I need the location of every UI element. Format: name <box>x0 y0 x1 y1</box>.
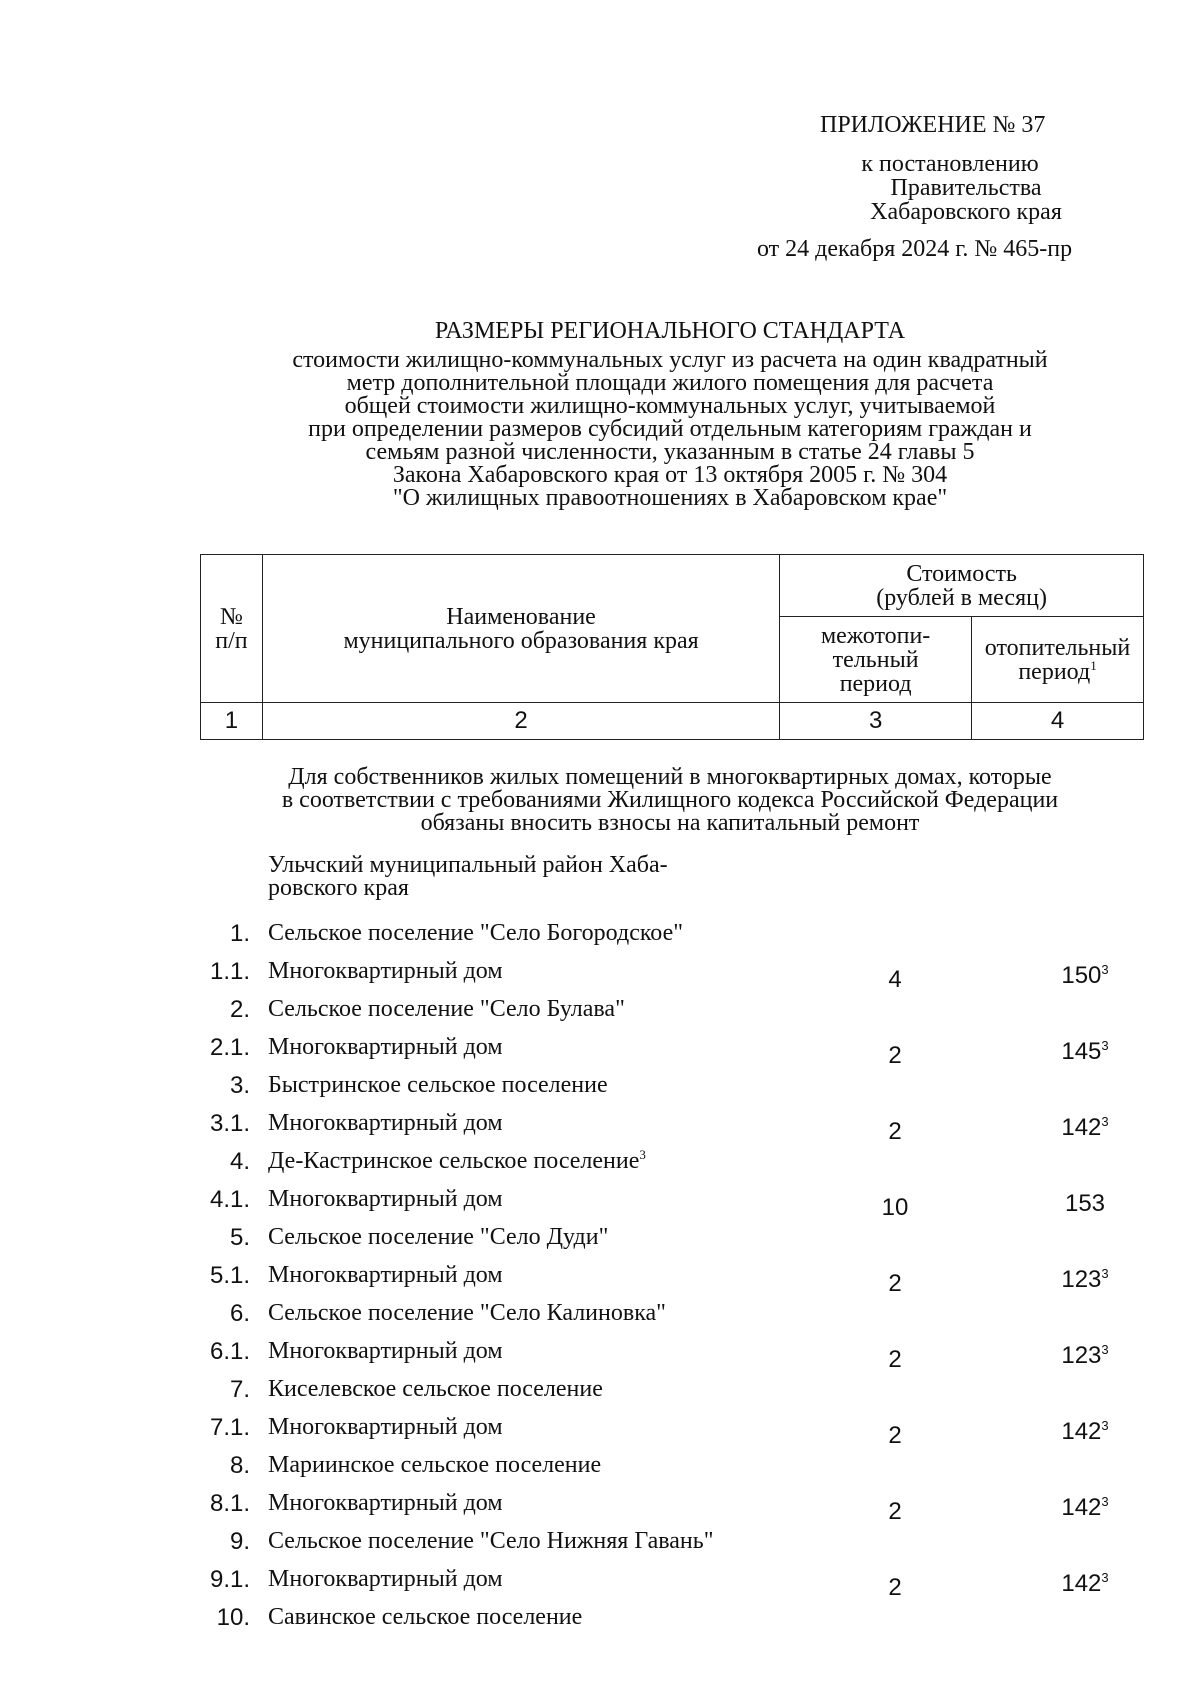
cost-heating <box>1030 1570 1140 1598</box>
row-number: 7. <box>229 1376 250 1403</box>
document-subtitle <box>0 349 1200 510</box>
row-name <box>268 1604 768 1631</box>
cost-heating <box>1030 1266 1140 1294</box>
row-number: 6.1. <box>209 1338 250 1365</box>
row-name-text: Многоквартирный дом <box>268 1186 503 1212</box>
row-number: 5.1. <box>209 1262 250 1289</box>
cost-heating-value: 153 <box>1064 1190 1106 1217</box>
row-name <box>268 1072 768 1099</box>
row-name <box>268 1148 768 1175</box>
row-number: 10. <box>216 1604 250 1631</box>
table-row <box>0 1598 1200 1636</box>
table-row <box>0 1408 1200 1449</box>
row-number: 3.1. <box>209 1110 250 1137</box>
footnote-marker: 3 <box>1101 1342 1109 1357</box>
footnote-marker: 3 <box>1101 1266 1109 1281</box>
cost-interheating: 2 <box>888 1118 902 1145</box>
row-name <box>268 1566 768 1593</box>
header-cost-cell <box>780 555 1144 617</box>
row-name <box>268 1262 768 1289</box>
row-name-text: Многоквартирный дом <box>268 1490 503 1516</box>
cost-heating-value: 150 <box>1061 962 1102 989</box>
row-name-text: Сельское поселение "Село Богородское" <box>268 920 684 946</box>
subtitle-line: общей стоимости жилищно-коммунальных услуг, учитываемой <box>344 393 996 419</box>
table-row <box>0 1028 1200 1069</box>
cost-heating-value: 142 <box>1061 1494 1102 1521</box>
row-name-text: Киселевское сельское поселение <box>268 1376 603 1402</box>
appendix-line-1: к постановлению <box>861 151 1039 177</box>
cost-heating-value: 145 <box>1061 1038 1102 1065</box>
section-line: обязаны вносить взносы на капитальный ремонт <box>420 810 920 836</box>
table-row <box>0 952 1200 993</box>
row-name <box>268 996 768 1023</box>
row-number: 8.1. <box>209 1490 250 1517</box>
row-number: 4. <box>229 1148 250 1175</box>
row-name <box>268 1376 768 1403</box>
cost-heating-value: 123 <box>1061 1342 1102 1369</box>
row-number: 1.1. <box>209 958 250 985</box>
district-name-l2: ровского края <box>268 875 409 901</box>
table-header <box>200 554 1144 740</box>
table-row <box>0 1104 1200 1145</box>
header-name-cell <box>262 555 779 703</box>
row-name-text: Сельское поселение "Село Дуди" <box>268 1224 609 1250</box>
subtitle-line: семьям разной численности, указанным в статье 24 главы 5 <box>365 439 975 465</box>
row-name-text: Многоквартирный дом <box>268 1338 503 1364</box>
section-heading <box>0 766 1200 835</box>
cost-heating <box>1030 962 1140 990</box>
row-name-text: Многоквартирный дом <box>268 1414 503 1440</box>
row-name <box>268 1528 768 1555</box>
row-name <box>268 1338 768 1365</box>
cost-interheating: 2 <box>888 1574 902 1601</box>
district-row <box>0 848 1200 914</box>
subtitle-line: "О жилищных правоотношениях в Хабаровском крае" <box>392 485 948 511</box>
row-name-text: Многоквартирный дом <box>268 1110 503 1136</box>
row-name <box>268 920 768 947</box>
row-name <box>268 1224 768 1251</box>
table-row <box>0 1142 1200 1180</box>
cost-interheating: 2 <box>888 1346 902 1373</box>
cost-interheating: 2 <box>888 1042 902 1069</box>
table-row <box>0 914 1200 952</box>
table-row <box>0 1332 1200 1373</box>
row-name <box>268 958 768 985</box>
index-cell-1: 1 <box>201 703 263 740</box>
row-name <box>268 1034 768 1061</box>
row-number: 2. <box>229 996 250 1023</box>
appendix-line-3: Хабаровского края <box>870 199 1062 225</box>
cost-interheating: 2 <box>888 1422 902 1449</box>
row-name-text: Мариинское сельское поселение <box>268 1452 602 1478</box>
footnote-marker: 3 <box>1101 962 1109 977</box>
index-cell-3: 3 <box>780 703 972 740</box>
table-row <box>0 1294 1200 1332</box>
cost-heating <box>1030 1114 1140 1142</box>
cost-heating-value: 142 <box>1061 1418 1102 1445</box>
appendix-title: ПРИЛОЖЕНИЕ № 37 <box>820 112 1046 138</box>
footnote-marker: 3 <box>1101 1418 1109 1433</box>
header-col3-cell <box>780 617 972 703</box>
cost-heating <box>1030 1038 1140 1066</box>
subtitle-line: метр дополнительной площади жилого помещения для расчета <box>346 370 994 396</box>
header-cost-l1: Стоимость <box>906 560 1017 587</box>
table-row <box>0 1218 1200 1256</box>
row-name <box>268 1300 768 1327</box>
subtitle-line: стоимости жилищно-коммунальных услуг из расчета на один квадратный <box>292 347 1048 373</box>
row-name-text: Сельское поселение "Село Калиновка" <box>268 1300 666 1326</box>
row-number: 9. <box>229 1528 250 1555</box>
footnote-marker: 3 <box>639 1147 646 1162</box>
row-number: 1. <box>229 920 250 947</box>
header-col3-l1: межотопи- <box>820 622 931 649</box>
footnote-marker: 3 <box>1101 1114 1109 1129</box>
cost-interheating: 2 <box>888 1498 902 1525</box>
header-col4-l2: период <box>1018 658 1091 685</box>
header-col4-l1: отопительный <box>984 634 1131 661</box>
appendix-date: от 24 декабря 2024 г. № 465-пр <box>757 236 1073 262</box>
header-col4-cell <box>972 617 1144 703</box>
row-number: 2.1. <box>209 1034 250 1061</box>
table-row <box>0 1560 1200 1601</box>
section-line: Для собственников жилых помещений в многоквартирных домах, которые <box>288 764 1052 790</box>
district-name-l1: Ульчский муниципальный район Хаба- <box>268 852 668 878</box>
row-number: 5. <box>229 1224 250 1251</box>
row-number: 8. <box>229 1452 250 1479</box>
cost-heating-value: 142 <box>1061 1570 1102 1597</box>
table-row <box>0 1370 1200 1408</box>
row-name-text: Сельское поселение "Село Булава" <box>268 996 625 1022</box>
footnote-marker: 3 <box>1101 1570 1109 1585</box>
row-name-text: Савинское сельское поселение <box>268 1604 583 1630</box>
table-row <box>0 1180 1200 1221</box>
cost-interheating: 2 <box>888 1270 902 1297</box>
row-number: 4.1. <box>209 1186 250 1213</box>
cost-heating-value: 123 <box>1061 1266 1102 1293</box>
header-name-l2: муниципального образования края <box>343 627 699 654</box>
row-name <box>268 1186 768 1213</box>
row-number: 7.1. <box>209 1414 250 1441</box>
row-number: 9.1. <box>209 1566 250 1593</box>
table-row <box>0 1066 1200 1104</box>
cost-heating <box>1030 1190 1140 1218</box>
cost-heating-value: 142 <box>1061 1114 1102 1141</box>
cost-heating <box>1030 1342 1140 1370</box>
table-row <box>0 990 1200 1028</box>
row-name <box>268 1452 768 1479</box>
row-name-text: Многоквартирный дом <box>268 1566 503 1592</box>
table-row <box>0 1522 1200 1560</box>
index-cell-4: 4 <box>972 703 1144 740</box>
header-col3-l3: период <box>839 670 912 697</box>
row-name-text: Многоквартирный дом <box>268 1034 503 1060</box>
cost-heating <box>1030 1418 1140 1446</box>
row-name <box>268 1414 768 1441</box>
district-name <box>268 854 788 900</box>
cost-interheating: 4 <box>888 966 902 993</box>
header-num-l1: № <box>220 603 243 630</box>
document-title: РАЗМЕРЫ РЕГИОНАЛЬНОГО СТАНДАРТА <box>434 318 906 344</box>
table-row <box>0 1484 1200 1525</box>
table-body <box>0 848 1200 1636</box>
row-name-text: Многоквартирный дом <box>268 1262 503 1288</box>
subtitle-line: при определении размеров субсидий отдельным категориям граждан и <box>308 416 1032 442</box>
table-row <box>0 1256 1200 1297</box>
header-col3-l2: тельный <box>832 646 919 673</box>
table-row <box>0 1446 1200 1484</box>
footnote-marker: 1 <box>1090 657 1097 673</box>
row-name <box>268 1490 768 1517</box>
footnote-marker: 3 <box>1101 1494 1109 1509</box>
appendix-line-2: Правительства <box>890 175 1042 201</box>
header-num-l2: п/п <box>215 627 248 654</box>
row-name-text: Де-Кастринское сельское поселение <box>268 1148 640 1174</box>
row-name-text: Многоквартирный дом <box>268 958 503 984</box>
header-name-l1: Наименование <box>446 603 596 630</box>
row-number: 3. <box>229 1072 250 1099</box>
footnote-marker: 3 <box>1101 1038 1109 1053</box>
row-number: 6. <box>229 1300 250 1327</box>
header-num-cell <box>201 555 263 703</box>
row-name-text: Быстринское сельское поселение <box>268 1072 608 1098</box>
row-name <box>268 1110 768 1137</box>
cost-interheating: 10 <box>881 1194 909 1221</box>
row-name-text: Сельское поселение "Село Нижняя Гавань" <box>268 1528 714 1554</box>
subtitle-line: Закона Хабаровского края от 13 октября 2005 г. № 304 <box>392 462 948 488</box>
section-line: в соответствии с требованиями Жилищного кодекса Российской Федерации <box>281 787 1059 813</box>
cost-heating <box>1030 1494 1140 1522</box>
index-cell-2: 2 <box>262 703 779 740</box>
header-cost-l2: (рублей в месяц) <box>876 584 1047 611</box>
